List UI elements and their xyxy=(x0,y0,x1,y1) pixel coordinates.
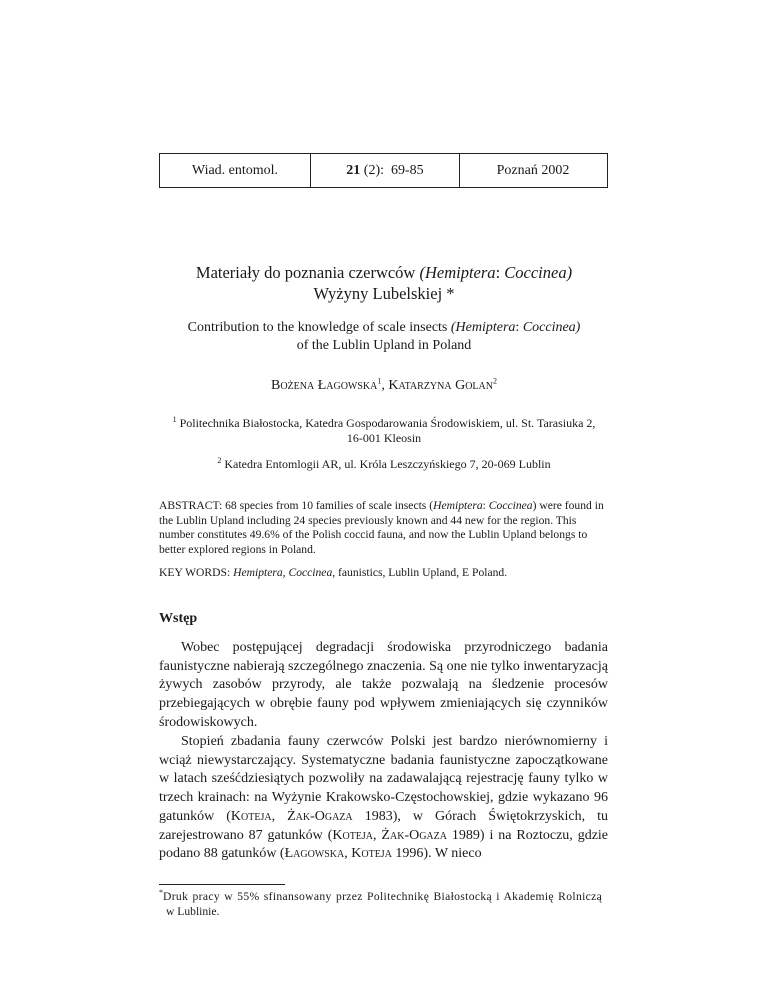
footnote: *Druk pracy w 55% sfinansowany przez Politechnikę Białostocką i Akademię Rolniczą w Lublinie. xyxy=(159,888,603,918)
volume-cell xyxy=(310,154,459,187)
author-1: Bożena Łagowska xyxy=(271,378,378,393)
journal-name-cell xyxy=(160,154,310,187)
body-paragraph-1: Wobec postępującej degradacji środowiska przyrodniczego badania faunistyczne nabierają szczególnego znaczenia. Są one nie tylko inwentaryzacją żywych zasobów przyrody, ale także pozwalają na śledzenie procesów przebiegających w obrębie fauny pod wpływem zmieniających się czynników środowiskowych. xyxy=(159,640,608,730)
place-year-cell xyxy=(459,154,606,187)
place-year: Poznań 2002 xyxy=(496,162,570,178)
authors: Bożena Łagowska$^1$, Katarzyna Golan$^2$ xyxy=(271,376,497,393)
affiliation-1: $^1$ Politechnika Białostocka, Katedra Gospodarowania Środowiskiem, ul. St. Tarasiuka 2, 16-001 Kleosin xyxy=(172,415,596,445)
footnote-mark: * xyxy=(159,888,163,898)
issue-pages: (2): 69-85 xyxy=(360,162,424,178)
volume-number: 21 xyxy=(346,162,361,178)
author-1-affiliation-mark: 1 xyxy=(377,376,382,386)
title-polish xyxy=(0,262,768,304)
section-heading: Wstęp xyxy=(159,611,198,626)
footnote-divider xyxy=(159,884,285,885)
body-paragraph-2: Stopień zbadania fauny czerwców Polski jest bardzo nierównomierny i wciąż niewystarczający. Systematyczne badania faunistyczne zapoczątkowane w latach sześćdziesiątych pozwoliły na zadawalającą rejestrację fauny tylko w trzech krainach: na Wyżynie Krakowsko-Częstochowskiej, gdzie wykazano 96 gatunków (Koteja, Żak-Ogaza 1983), w Górach Świętokrzyskich, tu zarejestrowano 87 gatunków (Koteja, Żak-Ogaza 1989) i na Roztoczu, gdzie podano 88 gatunków (Łagowska, Koteja 1996). W nieco xyxy=(159,734,609,862)
citation-2: Koteja, Żak-Ogaza xyxy=(332,827,447,843)
title-polish-line1: Materiały do poznania czerwców (Hemiptera: Coccinea) xyxy=(195,263,573,282)
title-polish-line2: Wyżyny Lubelskiej * xyxy=(313,284,455,303)
journal-header-table xyxy=(159,153,608,188)
citation-1: Koteja, Żak-Ogaza xyxy=(230,808,353,824)
key-words: KEY WORDS: Hemiptera, Coccinea, faunistics, Lublin Upland, E Poland. xyxy=(159,566,508,579)
title-english-line1: Contribution to the knowledge of scale insects (Hemiptera: Coccinea) xyxy=(187,320,581,335)
title-english-line2: of the Lublin Upland in Poland xyxy=(296,338,472,353)
journal-name: Wiad. entomol. xyxy=(191,162,279,178)
citation-3: Łagowska, Koteja xyxy=(284,846,392,862)
abstract: ABSTRACT: 68 species from 10 families of scale insects (Hemiptera: Coccinea) were found in the Lublin Upland including 24 species previously known and 44 new for the region. This number constitutes 49.6% of the Polish coccid fauna, and now the Lublin Upland belongs to better explored regions in Poland. xyxy=(159,499,604,556)
affiliation-2: $^2$ Katedra Entomlogii AR, ul. Króla Leszczyńskiego 7, 20-069 Lublin xyxy=(217,456,551,471)
author-2-affiliation-mark: 2 xyxy=(492,376,497,386)
title-english xyxy=(0,319,768,355)
author-2: Katarzyna Golan xyxy=(388,378,493,393)
